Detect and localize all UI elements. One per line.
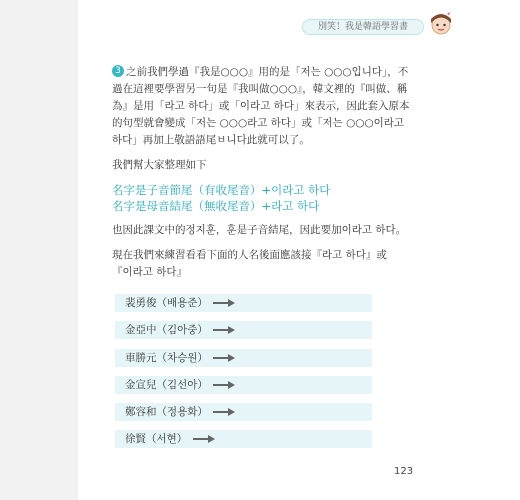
practice-line-2: 『이라고 하다』 [112,266,188,278]
running-header: 別笑！我是韓語學習書 [302,19,424,35]
point-3 [112,64,412,149]
name-row [115,294,372,312]
name-row [115,430,372,448]
name-text: 金亞中（김아중） [125,324,208,336]
point-3-text: 之前我們學過『我是○○○』用的是「저는 ○○○입니다」，不過在這裡要學習另一句是『我叫做○○○』，韓文裡的『叫做、稱為』是用「라고 하다」或「이라고 하다」來表示，因此套入原本的句型就會變成「저는 ○○○라고 하다」或「저는 ○○○이라고 하다」再加上敬語語尾ㅂ니다此就可以了。 [112,66,410,146]
arrow-right-icon [213,299,235,307]
name-text: 裴勇俊（배용준） [125,297,208,309]
point-number-badge: 3 [112,65,124,77]
page-body [112,64,412,281]
name-text: 車勝元（차승원） [125,352,208,364]
rule-consonant-suffix: 이라고 하다 [271,183,331,197]
rule-vowel-label: 名字是母音結尾（無收尾音）+ [112,199,272,213]
name-row [115,376,372,394]
rule-vowel [112,198,412,214]
name-text: 鄭容和（정용화） [125,406,208,418]
rule-consonant [112,182,412,198]
arrow-right-icon [193,435,215,443]
left-margin-band [0,0,78,500]
rule-consonant-label: 名字是子音節尾（有收尾音）+ [112,183,272,197]
name-row [115,321,372,339]
arrow-right-icon [213,354,235,362]
page-number: 123 [394,466,414,477]
intro-text: 我們幫大家整理如下 [112,159,207,171]
example-text: 也因此課文中的정지훈，훈是子音結尾，因此要加이라고 하다。 [112,224,407,236]
arrow-right-icon [213,381,235,389]
mascot-icon [426,10,456,38]
arrow-right-icon [213,326,235,334]
name-text: 徐賢（서현） [125,433,188,445]
practice-line-1: 現在我們來練習看看下面的人名後面應該接『라고 하다』或 [112,249,387,261]
rule-vowel-suffix: 라고 하다 [271,199,320,213]
name-row [115,403,372,421]
name-row [115,349,372,367]
arrow-right-icon [213,408,235,416]
name-text: 金宣兒（김선아） [125,379,208,391]
